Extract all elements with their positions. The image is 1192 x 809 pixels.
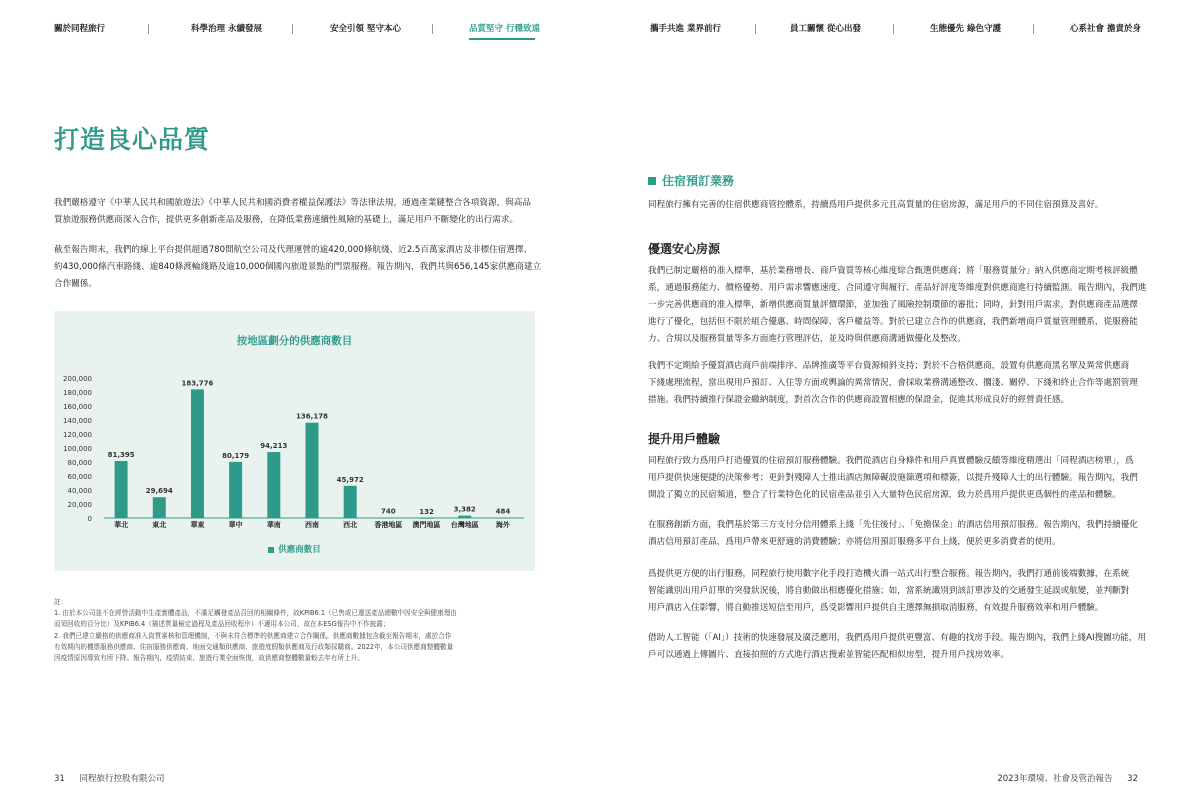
bar xyxy=(458,516,471,518)
top-navigation xyxy=(0,22,1192,44)
text-line: 同程旅行致力爲用戶打造優質的住宿預訂服務體驗。我們從酒店自身條件和用戶真實體驗反饋等維度精選出「同程酒店榜單」，爲 xyxy=(648,456,1134,466)
bar xyxy=(267,452,280,518)
experience-paragraph-2 xyxy=(648,517,1148,551)
intro-paragraph xyxy=(54,195,544,229)
x-tick-label: 海外 xyxy=(495,521,510,529)
page-title: 打造良心品質 xyxy=(54,125,211,154)
y-tick-label: 60,000 xyxy=(67,473,92,481)
bar-value-label: 3,382 xyxy=(453,505,476,514)
text-line: 用戶提供快速便捷的決策參考；更針對殘障人士推出酒店無障礙設施篩選項和標簽，以提升殘障人士的出行體驗。報告期內，我們 xyxy=(648,473,1138,483)
x-tick-label: 澳門地區 xyxy=(412,521,441,529)
section-marker xyxy=(648,177,656,185)
text-line: 措施。我們持續推行保證金繳納制度，對首次合作的供應商設置相應的保證金，促進其形成良好的經營責任感。 xyxy=(648,395,1070,405)
footnotes xyxy=(54,597,544,664)
bar-value-label: 29,694 xyxy=(145,487,173,496)
text-line: 戶可以通過上傳圖片、直接拍照的方式進行酒店搜索並智能匹配相似房型，提升用戶找房效率。 xyxy=(648,650,1009,660)
bar-value-label: 132 xyxy=(419,507,434,516)
section-intro xyxy=(648,197,1148,214)
legend-label: 供應商數目 xyxy=(278,545,321,555)
y-tick-label: 180,000 xyxy=(63,389,92,397)
x-tick-label: 華中 xyxy=(228,521,243,529)
housing-paragraph-2 xyxy=(648,358,1148,409)
nav-item-safety[interactable]: 安全引領 堅守本心 xyxy=(330,24,401,34)
bar xyxy=(115,461,128,518)
text-line: 我們不定期給予優質酒店商戶前端排序、品牌推廣等平台資源傾斜支持；對於不合格供應商，設置有供應商黑名單及異常供應商 xyxy=(648,361,1130,371)
experience-paragraph-1 xyxy=(648,453,1148,504)
bar xyxy=(153,497,166,518)
supplier-chart xyxy=(54,311,535,571)
bar-value-label: 45,972 xyxy=(336,475,364,484)
y-tick-label: 40,000 xyxy=(67,487,92,495)
nav-separator xyxy=(1033,24,1034,34)
y-tick-label: 160,000 xyxy=(63,403,92,411)
nav-item-quality[interactable]: 品質堅守 行穩致遠 xyxy=(469,24,540,34)
nav-active-indicator xyxy=(469,38,535,40)
bar-value-label: 183,776 xyxy=(181,379,214,388)
x-tick-label: 華南 xyxy=(266,521,281,529)
bar xyxy=(229,462,242,518)
bar xyxy=(344,486,357,518)
text-line: 同程旅行擁有完善的住宿供應商管控體系，持續爲用戶提供多元且高質量的住宿房源，滿足用戶的不同住宿預算及喜好。 xyxy=(648,200,1104,210)
experience-paragraph-3 xyxy=(648,566,1148,617)
bar xyxy=(496,518,509,519)
company-name: 同程旅行控股有限公司 xyxy=(79,774,165,784)
bar-value-label: 136,178 xyxy=(296,412,328,421)
subsection-title-housing: 優選安心房源 xyxy=(648,242,721,256)
text-line: 下綫處理流程，當出現用戶預訂、入住等方面或輿論的異常情況，會採取業務溝通整改、擱淺、關停、下綫和終止合作等處罰管理 xyxy=(648,378,1138,388)
legend-swatch xyxy=(268,547,274,553)
footer-left xyxy=(54,772,165,784)
text-line: 開設了獨立的民宿頻道，整合了行業特色化的民宿產品並引入大量特色民宿房源，致力於爲用戶提供更爲個性的產品和體驗。 xyxy=(648,490,1121,500)
text-line: 質旅遊服務供應商深入合作，提供更多創新產品及服務，在降低業務連續性風險的基礎上，滿足用戶不斷變化的出行需求。 xyxy=(54,215,519,225)
bar-value-label: 740 xyxy=(381,507,396,516)
x-tick-label: 香港地區 xyxy=(374,521,403,529)
stats-paragraph xyxy=(54,242,544,293)
note-line: 1. 由於本公司並不在經營活動中生產實體產品，不滿足觸發產品召回的相關條件，故KPIB6.1（已售或已運送產品總數中因安全與健康理由 xyxy=(54,609,457,618)
bar-value-label: 80,179 xyxy=(222,451,250,460)
text-line: 借助人工智能（「AI」）技術的快速發展及廣泛應用，我們爲用戶提供更豐富、有趣的找房手段。報告期內，我們上綫AI搜圖功能，用 xyxy=(648,633,1147,643)
text-line: 在服務創新方面，我們基於第三方支付分信用體系上綫「先住後付」、「免擔保金」的酒店信用預訂服務。報告期內，我們持續優化 xyxy=(648,520,1138,530)
bar xyxy=(382,517,395,518)
bar-value-label: 484 xyxy=(495,507,511,516)
page-number-left: 31 xyxy=(54,774,65,784)
housing-paragraph-1 xyxy=(648,263,1148,348)
x-tick-label: 西南 xyxy=(305,521,319,529)
nav-separator xyxy=(292,24,293,34)
chart-plot xyxy=(54,311,535,571)
x-tick-label: 東北 xyxy=(152,521,167,529)
note-line: 2. 我們已建立嚴格的供應商准入資質審核和管理機制，不與未符合標準的供應商建立合作關係。供應商數據包含截至報告期末，處於合作 xyxy=(54,631,452,640)
section-title-text: 住宿預訂業務 xyxy=(662,174,735,188)
nav-item-about[interactable]: 關於同程旅行 xyxy=(54,24,106,34)
bar xyxy=(306,423,319,518)
text-line: 爲提供更方便的出行服務，同程旅行使用數字化手段打造機火酒一站式出行整合服務。報告期內，我們打通前後端數據，在系統 xyxy=(648,569,1130,579)
text-line: 力、合規以及服務質量等多方面進行管理評估，並及時與供應商溝通做優化及整改。 xyxy=(648,334,966,344)
section-title xyxy=(648,172,734,189)
nav-item-industry[interactable]: 攜手共進 業界前行 xyxy=(650,24,721,34)
y-tick-label: 200,000 xyxy=(63,375,92,383)
bar xyxy=(420,518,433,519)
y-tick-label: 20,000 xyxy=(67,501,92,509)
chart-legend xyxy=(54,543,535,555)
nav-item-ecology[interactable]: 生態優先 綠色守護 xyxy=(930,24,1001,34)
text-line: 我們已制定嚴格的准入標準，基於業務增長、商戶資質等核心維度綜合甄選供應商；將「服務質量分」納入供應商定期考核評級體 xyxy=(648,266,1138,276)
nav-separator xyxy=(148,24,149,34)
text-line: 我們嚴格遵守《中華人民共和國旅遊法》《中華人民共和國消費者權益保護法》等法律法規，通過產業鏈整合各項資源，與高品 xyxy=(54,198,531,208)
nav-separator xyxy=(432,24,433,34)
nav-item-society[interactable]: 心系社會 擔責於身 xyxy=(1070,24,1141,34)
note-line: 因疫情原因導致有所下降。報告期內，疫情結束、旅遊行業全面恢復，故供應商整體數量較去年有所上升。 xyxy=(54,654,364,663)
note-line: 而須回收的百分比）及KPIB6.4（描述質量檢定過程及產品回收程序）不適用本公司，故在本ESG報告中不作披露； xyxy=(54,620,390,629)
text-line: 截至報告期末，我們的線上平台提供超過780間航空公司及代理運營的逾420,000條航綫、近2.5百萬家酒店及非標住宿選擇、 xyxy=(54,245,533,255)
text-line: 進行了優化，包括但不限於組合優惠、時間保障、客戶權益等。對於已建立合作的供應商，我們新增商戶質量管理體系，從服務能 xyxy=(648,317,1138,327)
nav-separator xyxy=(893,24,894,34)
chart-title: 按地區劃分的供應商數目 xyxy=(236,335,353,347)
report-name: 2023年環境、社會及管治報告 xyxy=(997,774,1113,784)
text-line: 一步完善供應商的准入標準，新增供應商質量評價環節，並加強了風險控制環節的審批；同時，針對用戶需求，對供應商產品選擇 xyxy=(648,300,1138,310)
bar-value-label: 94,213 xyxy=(260,442,288,451)
x-tick-label: 台灣地區 xyxy=(450,521,479,529)
x-tick-label: 華北 xyxy=(114,521,129,529)
text-line: 智能識別出用戶訂單的突發狀況後，將自動做出相應優化措施；如，當系統識別到該訂單涉及的交通發生延誤或航變，並判斷對 xyxy=(648,586,1130,596)
page-number-right: 32 xyxy=(1127,774,1138,784)
y-tick-label: 140,000 xyxy=(63,417,92,425)
text-line: 用戶酒店入住影響，將自動推送短信至用戶，爲受影響用戶提供自主選擇無損取消服務，有效提升服務效率和用戶體驗。 xyxy=(648,603,1104,613)
text-line: 酒店信用預訂產品，爲用戶帶來更舒適的消費體驗；亦將信用預訂服務多平台上綫，便於更多消費者的使用。 xyxy=(648,537,1061,547)
y-tick-label: 80,000 xyxy=(67,459,92,467)
text-line: 系，通過服務能力、價格優勢、用戶需求響應速度、合同遵守與履行、產品好評度等維度對供應商進行持續監測。報告期內，我們進 xyxy=(648,283,1147,293)
bar xyxy=(191,389,204,518)
x-tick-label: 華東 xyxy=(190,521,205,529)
nav-separator xyxy=(755,24,756,34)
text-line: 合作關係。 xyxy=(54,279,97,289)
nav-item-employees[interactable]: 員工關懷 從心出發 xyxy=(790,24,861,34)
nav-item-governance[interactable]: 科學治理 永續發展 xyxy=(191,24,262,34)
x-tick-label: 西北 xyxy=(343,521,358,529)
text-line: 約430,000條汽車路綫、逾840條渡輪綫路及逾10,000個國內旅遊景點的門票服務。報告期內，我們共與656,145家供應商建立 xyxy=(54,262,542,272)
y-tick-label: 120,000 xyxy=(63,431,92,439)
y-tick-label: 0 xyxy=(87,515,92,523)
experience-paragraph-4 xyxy=(648,630,1148,664)
note-line: 註： xyxy=(54,598,68,606)
note-line: 有效期內的機票服務供應商、住宿服務供應商、地面交通類供應商、旅遊度假類供應商及行政類採購商。2022年，本公司供應商整體數量 xyxy=(54,642,454,651)
footer-right xyxy=(997,772,1138,784)
bar-value-label: 81,395 xyxy=(107,451,135,460)
subsection-title-experience: 提升用戶體驗 xyxy=(648,432,721,446)
y-tick-label: 100,000 xyxy=(63,445,92,453)
